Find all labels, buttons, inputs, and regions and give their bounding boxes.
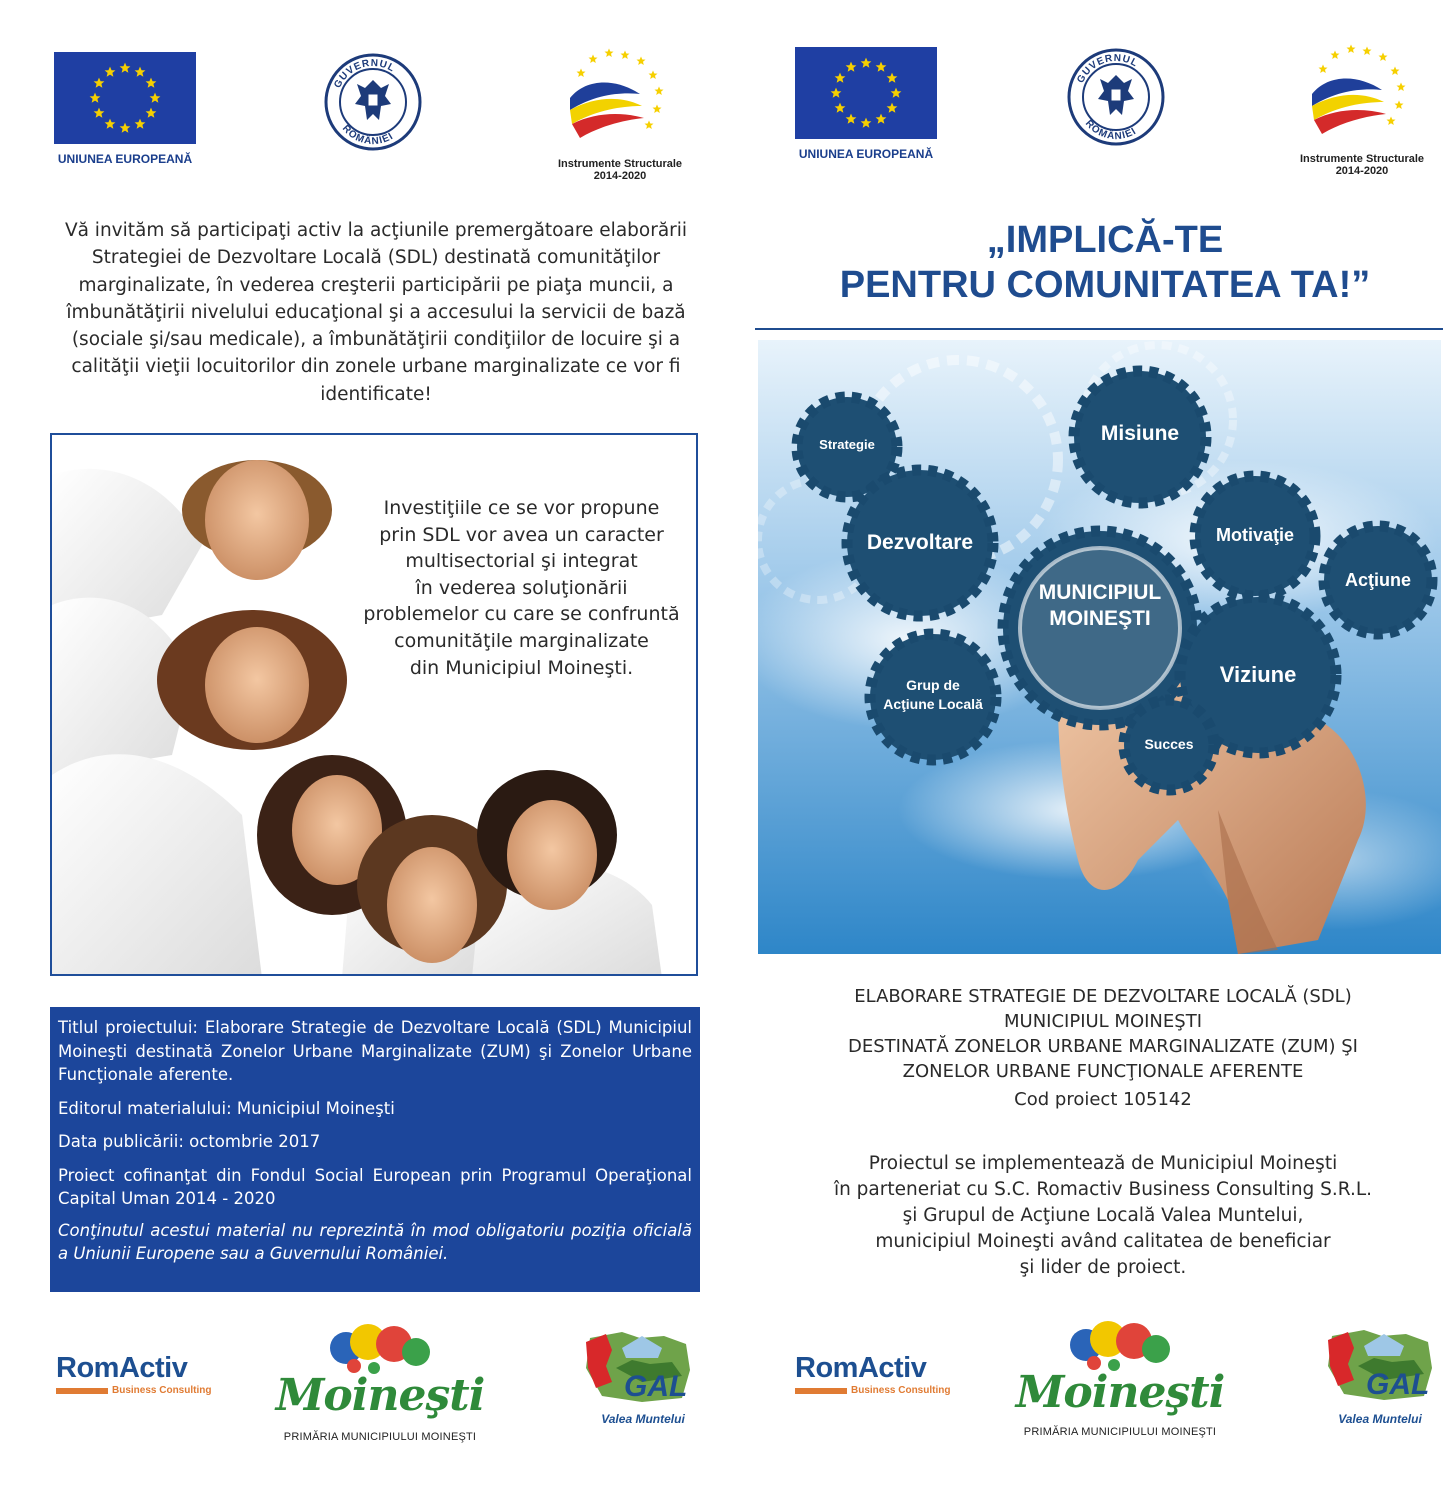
slogan [760,218,1450,308]
svg-text:GUVERNUL: GUVERNUL [332,57,397,91]
romactiv-logo-right [795,1352,970,1396]
government-seal-icon [323,52,423,152]
gal-logo-right [1324,1326,1444,1426]
instrumente-structurale-logo-right [1308,44,1412,148]
eu-logo-right [795,47,937,143]
instrumente-structurale-logo [566,48,670,152]
partners-line4: municipiul Moineşti având calitatea de beneficiar [875,1231,1331,1252]
moinesti-emblem-icon [308,1316,448,1376]
project-title-line1: ELABORARE STRATEGIE DE DEZVOLTARE LOCALĂ (SDL) [854,986,1352,1007]
eu-flag-icon [54,52,196,144]
valea-muntelui-caption: Valea Muntelui [1338,1412,1422,1426]
instr-caption [540,158,700,182]
publication-date-line: Data publicării: octombrie 2017 [58,1132,321,1151]
eu-caption: UNIUNEA EUROPEANĂ [57,152,193,166]
project-code: Cod proiect 105142 [1014,1089,1192,1110]
romactiv-sub: Business Consulting [112,1385,212,1396]
project-title-line3: DESTINATĂ ZONELOR URBANE MARGINALIZATE (ZUM) ŞI [848,1036,1358,1057]
partners-line3: şi Grupul de Acţiune Locală Valea Muntelui, [902,1205,1304,1226]
gear-label-succes: Succes [1144,736,1194,752]
svg-text:GUVERNUL: GUVERNUL [1075,52,1140,86]
moinesti-emblem-icon [1048,1313,1188,1373]
partners-text [760,1151,1446,1281]
gear-label-grup [858,676,1008,714]
romactiv-bar [56,1388,108,1394]
gal-wordmark: GAL [1366,1368,1430,1401]
photo-text-line: prin SDL vor avea un caracter [379,523,664,546]
editor-line: Editorul materialului: Municipiul Moineşti [58,1098,395,1118]
disclaimer: Conţinutul acestui material nu reprezintă în mod obligatoriu poziţia oficială a Uniunii Europene sau a Guvernului României. [58,1220,692,1263]
project-title-line2: MUNICIPIUL MOINEŞTI [1003,1011,1203,1032]
photo-text-line: multisectorial şi integrat [405,550,638,573]
gear-label-misiune: Misiune [1100,422,1180,445]
romactiv-bar [795,1388,847,1394]
moinesti-wordmark: Moineşti [275,1370,485,1421]
photo-text-line: Investiţiile ce se vor propune [383,497,660,519]
primaria-caption: PRIMĂRIA MUNICIPIULUI MOINEŞTI [1023,1426,1217,1438]
gear-center-label [1020,580,1180,632]
gear-label-dezvoltare: Dezvoltare [866,531,974,554]
gear-label-grup-line1: Grup de [906,677,960,693]
slogan-divider [755,328,1443,330]
romactiv-logo [56,1352,231,1396]
gear-label-strategie: Strategie [819,437,875,452]
gear-label-motivatie: Motivaţie [1215,525,1294,545]
intro-text: Vă invităm să participaţi activ la acţiunile premergătoare elaborării Strategiei de Dezvoltare Locală (SDL) destinată comunităţilor marginalizate, în vederea creşterii participării pe piaţa muncii, a îmbunătăţirii nivelului educaţional şi a accesului la servicii de bază (sociale şi/sau medicale), a îmbunătăţirii condiţiilor de locuire şi a calităţii vieţii locuitorilor din zonele urbane marginalizate ce vor fi identificate! [64,220,688,405]
romactiv-name: RomActiv [795,1352,927,1384]
partners-line2: în parteneriat cu S.C. Romactiv Business Consulting S.R.L. [833,1179,1373,1200]
instr-caption-text: Instrumente Structurale [1299,153,1425,165]
gear-label-grup-line2: Acţiune Locală [883,696,983,712]
project-title-line: Titlul proiectului: Elaborare Strategie de Dezvoltare Locală (SDL) Municipiul Moineşti destinată Zonelor Urbane Marginalizate (ZUM) şi Zonelor Urbane Funcţionale aferente. [58,1018,692,1084]
photo-box [50,433,698,976]
project-title [760,984,1446,1112]
romactiv-name: RomActiv [56,1352,188,1384]
moinesti-logo-right [1010,1313,1230,1438]
gear-label-actiune: Acţiune [1344,570,1411,590]
instr-years: 2014-2020 [1335,165,1389,177]
gear-label-viziune: Viziune [1219,662,1297,687]
instrumente-structurale-icon [566,48,670,148]
photo-text-line: problemelor cu care se confruntă [363,603,680,626]
gal-logo [582,1328,702,1426]
gear-center-line1: MUNICIPIUL [1038,581,1162,604]
eu-flag-icon [795,47,937,139]
photo-text-line: în vederea soluţionării [415,576,628,599]
gear-illustration [758,340,1441,954]
photo-text-line: comunităţile marginalizate [394,629,649,652]
photo-text-line: din Municipiul Moineşti. [409,656,634,679]
government-seal-icon [1066,47,1166,147]
instr-caption-right [1282,153,1442,177]
photo-text [349,495,694,681]
moinesti-wordmark: Moineşti [1015,1367,1225,1418]
funding-line: Proiect cofinanţat din Fondul Social European prin Programul Operaţional Capital Uman 2014 - 2020 [58,1165,692,1208]
gear-center-line2: MOINEŞTI [1049,607,1151,630]
romactiv-sub: Business Consulting [851,1385,951,1396]
svg-text:ROMÂNIEI: ROMÂNIEI [339,123,396,148]
eu-logo [54,52,196,148]
instr-years: 2014-2020 [593,170,647,182]
slogan-line1: „IMPLICĂ-TE [986,219,1224,261]
instr-caption-text: Instrumente Structurale [557,158,683,170]
instrumente-structurale-icon [1308,44,1412,144]
primaria-caption: PRIMĂRIA MUNICIPIULUI MOINEŞTI [283,1431,477,1443]
project-info-box [50,1007,700,1292]
valea-muntelui-caption: Valea Muntelui [601,1412,685,1426]
slogan-line2: PENTRU COMUNITATEA TA!” [839,264,1371,306]
svg-text:ROMÂNIEI: ROMÂNIEI [1082,118,1139,143]
moinesti-logo [270,1316,490,1443]
project-title-line4: ZONELOR URBANE FUNCŢIONALE AFERENTE [902,1061,1304,1082]
gal-wordmark: GAL [624,1370,688,1403]
partners-line1: Proiectul se implementează de Municipiul Moineşti [868,1153,1338,1174]
partners-line5: şi lider de proiect. [1019,1257,1187,1278]
eu-caption-right: UNIUNEA EUROPEANĂ [798,147,934,161]
government-seal-right [1066,47,1166,151]
government-seal [323,52,423,156]
